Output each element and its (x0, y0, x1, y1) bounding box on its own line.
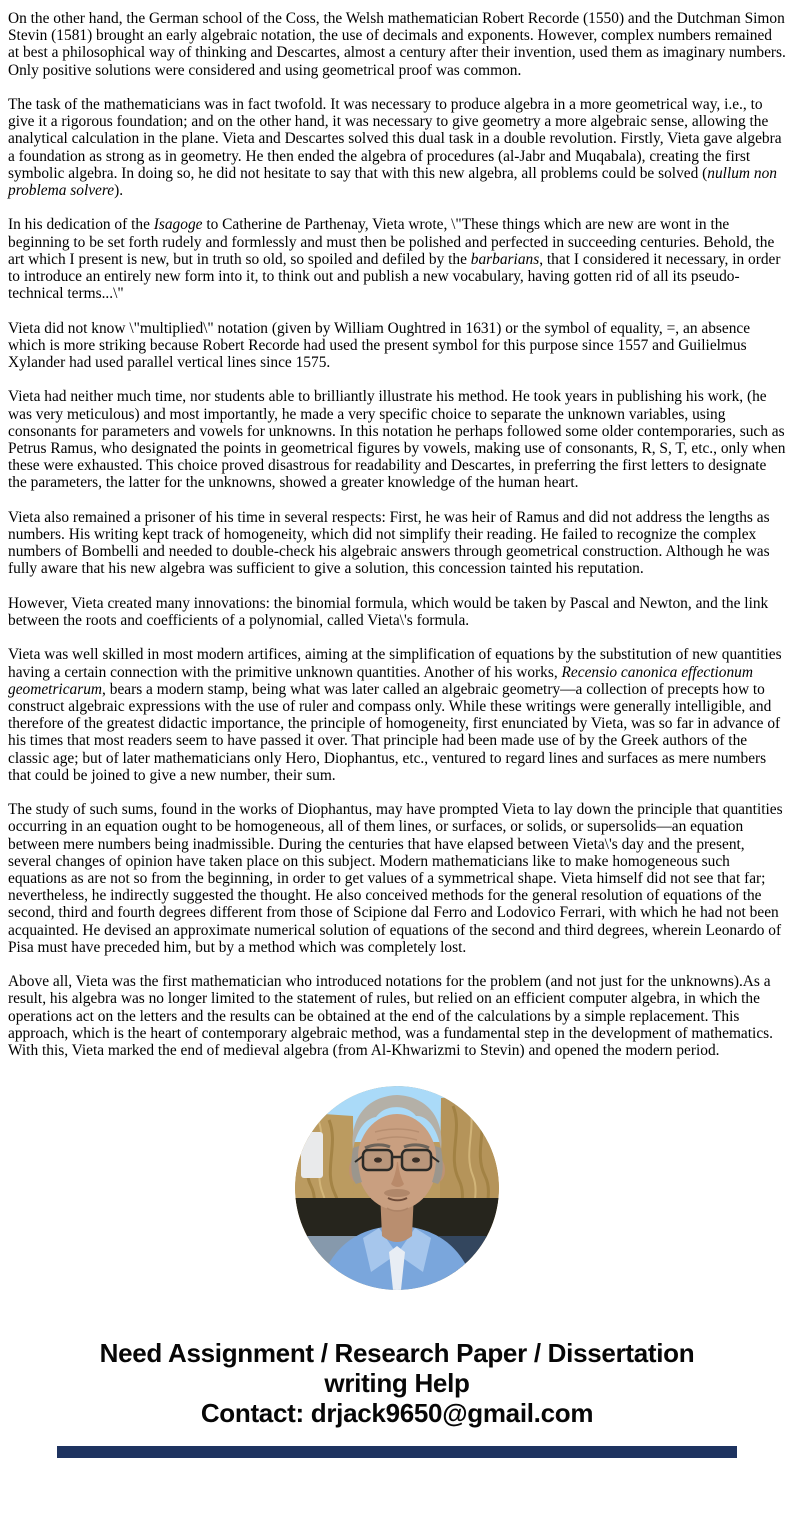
paragraph: On the other hand, the German school of the Coss, the Welsh mathematician Robert Recorde (1550) and the Dutchman Simon Stevin (1581) brought an early algebraic notation, the use of decimals and exponents. However, complex numbers remained at best a philosophical way of thinking and Descartes, almost a century after their invention, used them as imaginary numbers. Only positive solutions were considered and using geometrical proof was common. (8, 10, 786, 79)
paragraph: However, Vieta created many innovations: the binomial formula, which would be taken by Pascal and Newton, and the link between the roots and coefficients of a polynomial, called Vieta\'s formula. (8, 594, 769, 630)
paragraph: Above all, Vieta was the first mathematician who introduced notations for the problem (and not just for the unknowns).As a result, his algebra was no longer limited to the statement of rules, but relied on an efficient computer algebra, in which the operations act on the letters and the results can be obtained at the end of the calculations by a simple replacement. This approach, which is the heart of contemporary algebraic method, was a fundamental step in the development of mathematics. With this, Vieta marked the end of medieval algebra (from Al-Khwarizmi to Stevin) and opened the modern period. (8, 973, 773, 1060)
heading-line-1: Need Assignment / Research Paper / Dissertation (99, 1338, 695, 1369)
paragraph: The task of the mathematicians was in fact twofold. It was necessary to produce algebra in a more geometrical way, i.e., to give it a rigorous foundation; and on the other hand, it was necessary to give geometry a more algebraic sense, allowing the analytical calculation in the plane. Vieta and Descartes solved this dual task in a double revolution. Firstly, Vieta gave algebra a foundation as strong as in geometry. He then ended the algebra of procedures (al-Jabr and Muqabala), creating the first symbolic algebra. In doing so, he did not hesitate to say that with this new algebra, all problems could be solved (nullum non problema solvere). (8, 96, 782, 200)
footer-bar (57, 1446, 737, 1458)
paragraph: Vieta had neither much time, nor students able to brilliantly illustrate his method. He took years in publishing his work, (he was very meticulous) and most importantly, he made a very specific choice to separate the unknown variables, using consonants for parameters and vowels for unknowns. In this notation he perhaps followed some older contemporaries, such as Petrus Ramus, who designated the points in geometrical figures by vowels, making use of consonants, R, S, T, etc., only when these were exhausted. This choice proved disastrous for readability and Descartes, in preferring the first letters to designate the parameters, the latter for the unknowns, showed a greater knowledge of the human heart. (8, 388, 786, 492)
paragraph: Vieta did not know \"multiplied\" notation (given by William Oughtred in 1631) or the symbol of equality, =, an absence which is more striking because Robert Recorde had used the present symbol for this purpose since 1557 and Guilielmus Xylander had used parallel vertical lines since 1575. (8, 319, 751, 372)
photo-section (0, 1086, 794, 1290)
heading-line-2: writing Help (324, 1368, 470, 1399)
paragraph: Vieta also remained a prisoner of his time in several respects: First, he was heir of Ramus and did not address the lengths as numbers. His writing kept track of homogeneity, which did not simplify their reading. He failed to recognize the complex numbers of Bombelli and needed to double-check his algebraic answers through geometrical construction. Although he was fully aware that his new algebra was sufficient to give a solution, this concession tainted his reputation. (8, 508, 770, 578)
heading-line-3: Contact: drjack9650@gmail.com (200, 1398, 594, 1429)
portrait-photo (295, 1086, 499, 1290)
footer-heading (0, 1338, 794, 1428)
paragraph: Vieta was well skilled in most modern artifices, aiming at the simplification of equations by the substitution of new quantities having a certain connection with the primitive unknown quantities. Another of his works, Recensio canonica effectionum geometricarum, bears a modern stamp, being what was later called an algebraic geometry—a collection of precepts how to construct algebraic expressions with the use of ruler and compass only. While these writings were generally intelligible, and therefore of the greatest didactic importance, the principle of homogeneity, first enunciated by Vieta, was so far in advance of his times that most readers seem to have passed it over. That principle had been made use of by the Greek authors of the classic age; but of later mathematicians only Hero, Diophantus, etc., ventured to regard lines and surfaces as mere numbers that could be joined to give a new number, their sum. (8, 646, 782, 784)
paragraph: In his dedication of the Isagoge to Catherine de Parthenay, Vieta wrote, \"These things which are new are wont in the beginning to be set forth rudely and formlessly and must then be polished and perfected in succeeding centuries. Behold, the art which I present is new, but in truth so old, so spoiled and defiled by the barbarians, that I considered it necessary, in order to introduce an entirely new form into it, to think out and publish a new vocabulary, having gotten rid of all its pseudo-technical terms...\" (8, 216, 781, 303)
paragraph: The study of such sums, found in the works of Diophantus, may have prompted Vieta to lay down the principle that quantities occurring in an equation ought to be homogeneous, all of them lines, or surfaces, or solids, or supersolids—an equation between mere numbers being inadmissible. During the centuries that have elapsed between Vieta\'s day and the present, several changes of opinion have taken place on this subject. Modern mathematicians like to make homogeneous such equations as are not so from the beginning, in order to get values of a symmetrical shape. Vieta himself did not see that far; nevertheless, he indirectly suggested the thought. He also conceived methods for the general resolution of equations of the second, third and fourth degrees different from those of Scipione dal Ferro and Lodovico Ferrari, with which he had not been acquainted. He devised an approximate numerical solution of equations of the second and third degrees, wherein Leonardo of Pisa must have preceded him, but by a method which was completely lost. (8, 801, 783, 956)
